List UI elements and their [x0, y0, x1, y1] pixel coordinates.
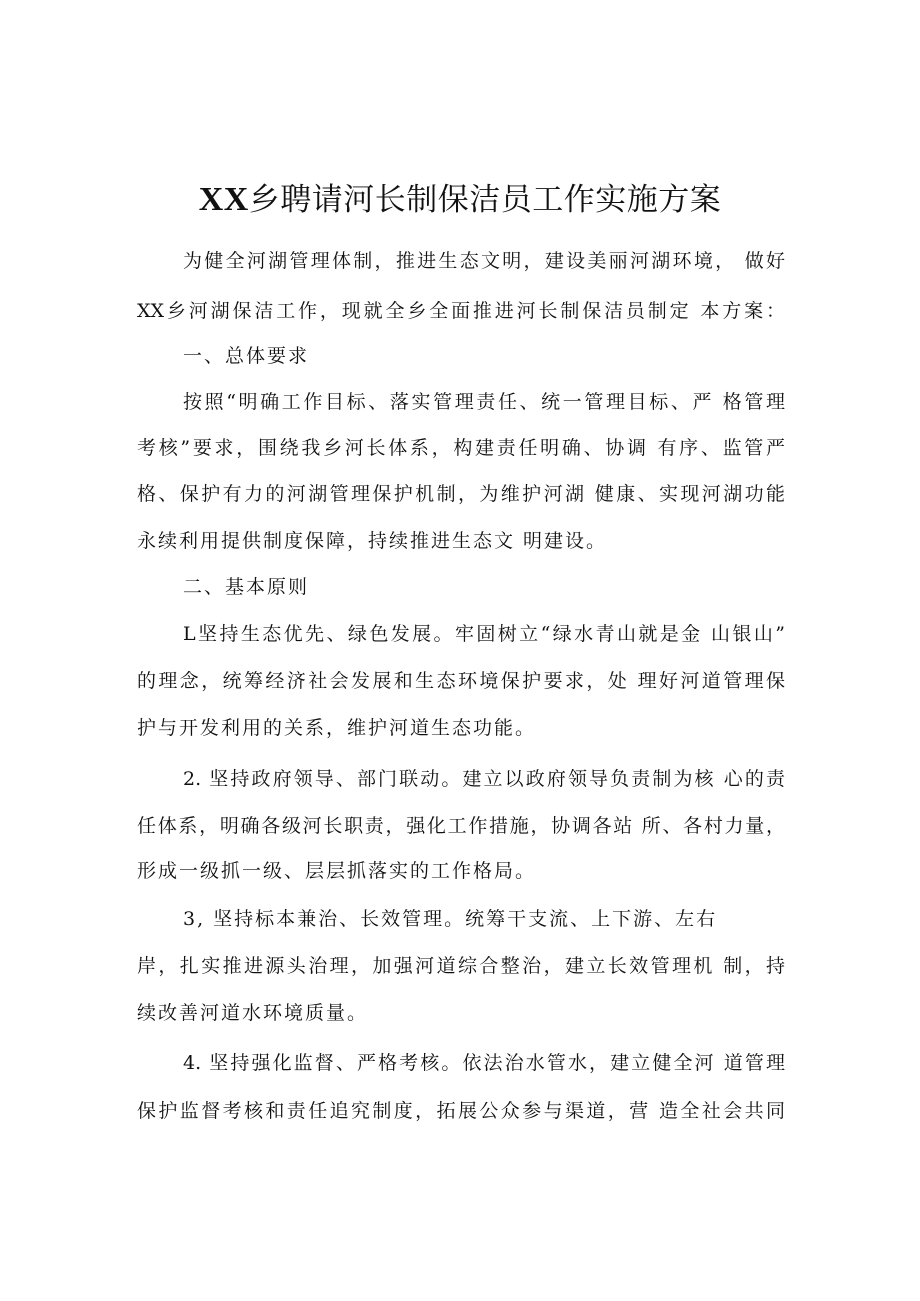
text-line: 岸，扎实推进源头治理，加强河道综合整治，建立长效管理机 制，持: [137, 955, 785, 977]
text-line: 形成一级抓一级、层层抓落实的工作格局。: [137, 860, 537, 882]
text-line: 按照“明确工作目标、落实管理责任、统一管理目标、严 格管理: [183, 391, 785, 413]
text-line: 二、基本原则: [183, 576, 310, 598]
text-line: XX乡河湖保洁工作，现就全乡全面推进河长制保洁员制定 本方案：: [137, 300, 785, 322]
text-line: 的理念，统筹经济社会发展和生态环境保护要求，处 理好河道管理保: [137, 670, 785, 692]
text-line: 续改善河道水环境质量。: [137, 1002, 369, 1024]
document-title: [0, 180, 920, 220]
text-line: 护与开发利用的关系，维护河道生态功能。: [137, 717, 537, 739]
text-line: 考核”要求，围绕我乡河长体系，构建责任明确、协调 有序、监管严: [137, 437, 785, 459]
text-line: 为健全河湖管理体制，推进生态文明，建设美丽河湖环境， 做好: [183, 250, 785, 272]
text-line: L坚持生态优先、绿色发展。牢固树立“绿水青山就是金 山银山”: [183, 623, 785, 645]
text-line: 格、保护有力的河湖管理保护机制，为维护河湖 健康、实现河湖功能: [137, 483, 785, 505]
text-line: 4. 坚持强化监督、严格考核。依法治水管水，建立健全河 道管理: [183, 1052, 785, 1074]
text-line: 任体系，明确各级河长职责，强化工作措施，协调各站 所、各村力量，: [137, 815, 785, 837]
title-text: 乡聘请河长制保洁员工作实施方案: [248, 182, 722, 218]
text-line: 2. 坚持政府领导、部门联动。建立以政府领导负责制为核 心的责: [183, 768, 785, 790]
title-prefix: XX: [198, 181, 249, 218]
text-line: 一、总体要求: [183, 345, 310, 367]
text-line: 3, 坚持标本兼治、长效管理。统筹干支流、上下游、左右: [183, 908, 718, 930]
text-line: 保护监督考核和责任追究制度，拓展公众参与渠道，营 造全社会共同: [137, 1100, 785, 1122]
text-line: 永续利用提供制度保障，持续推进生态文 明建设。: [137, 530, 608, 552]
